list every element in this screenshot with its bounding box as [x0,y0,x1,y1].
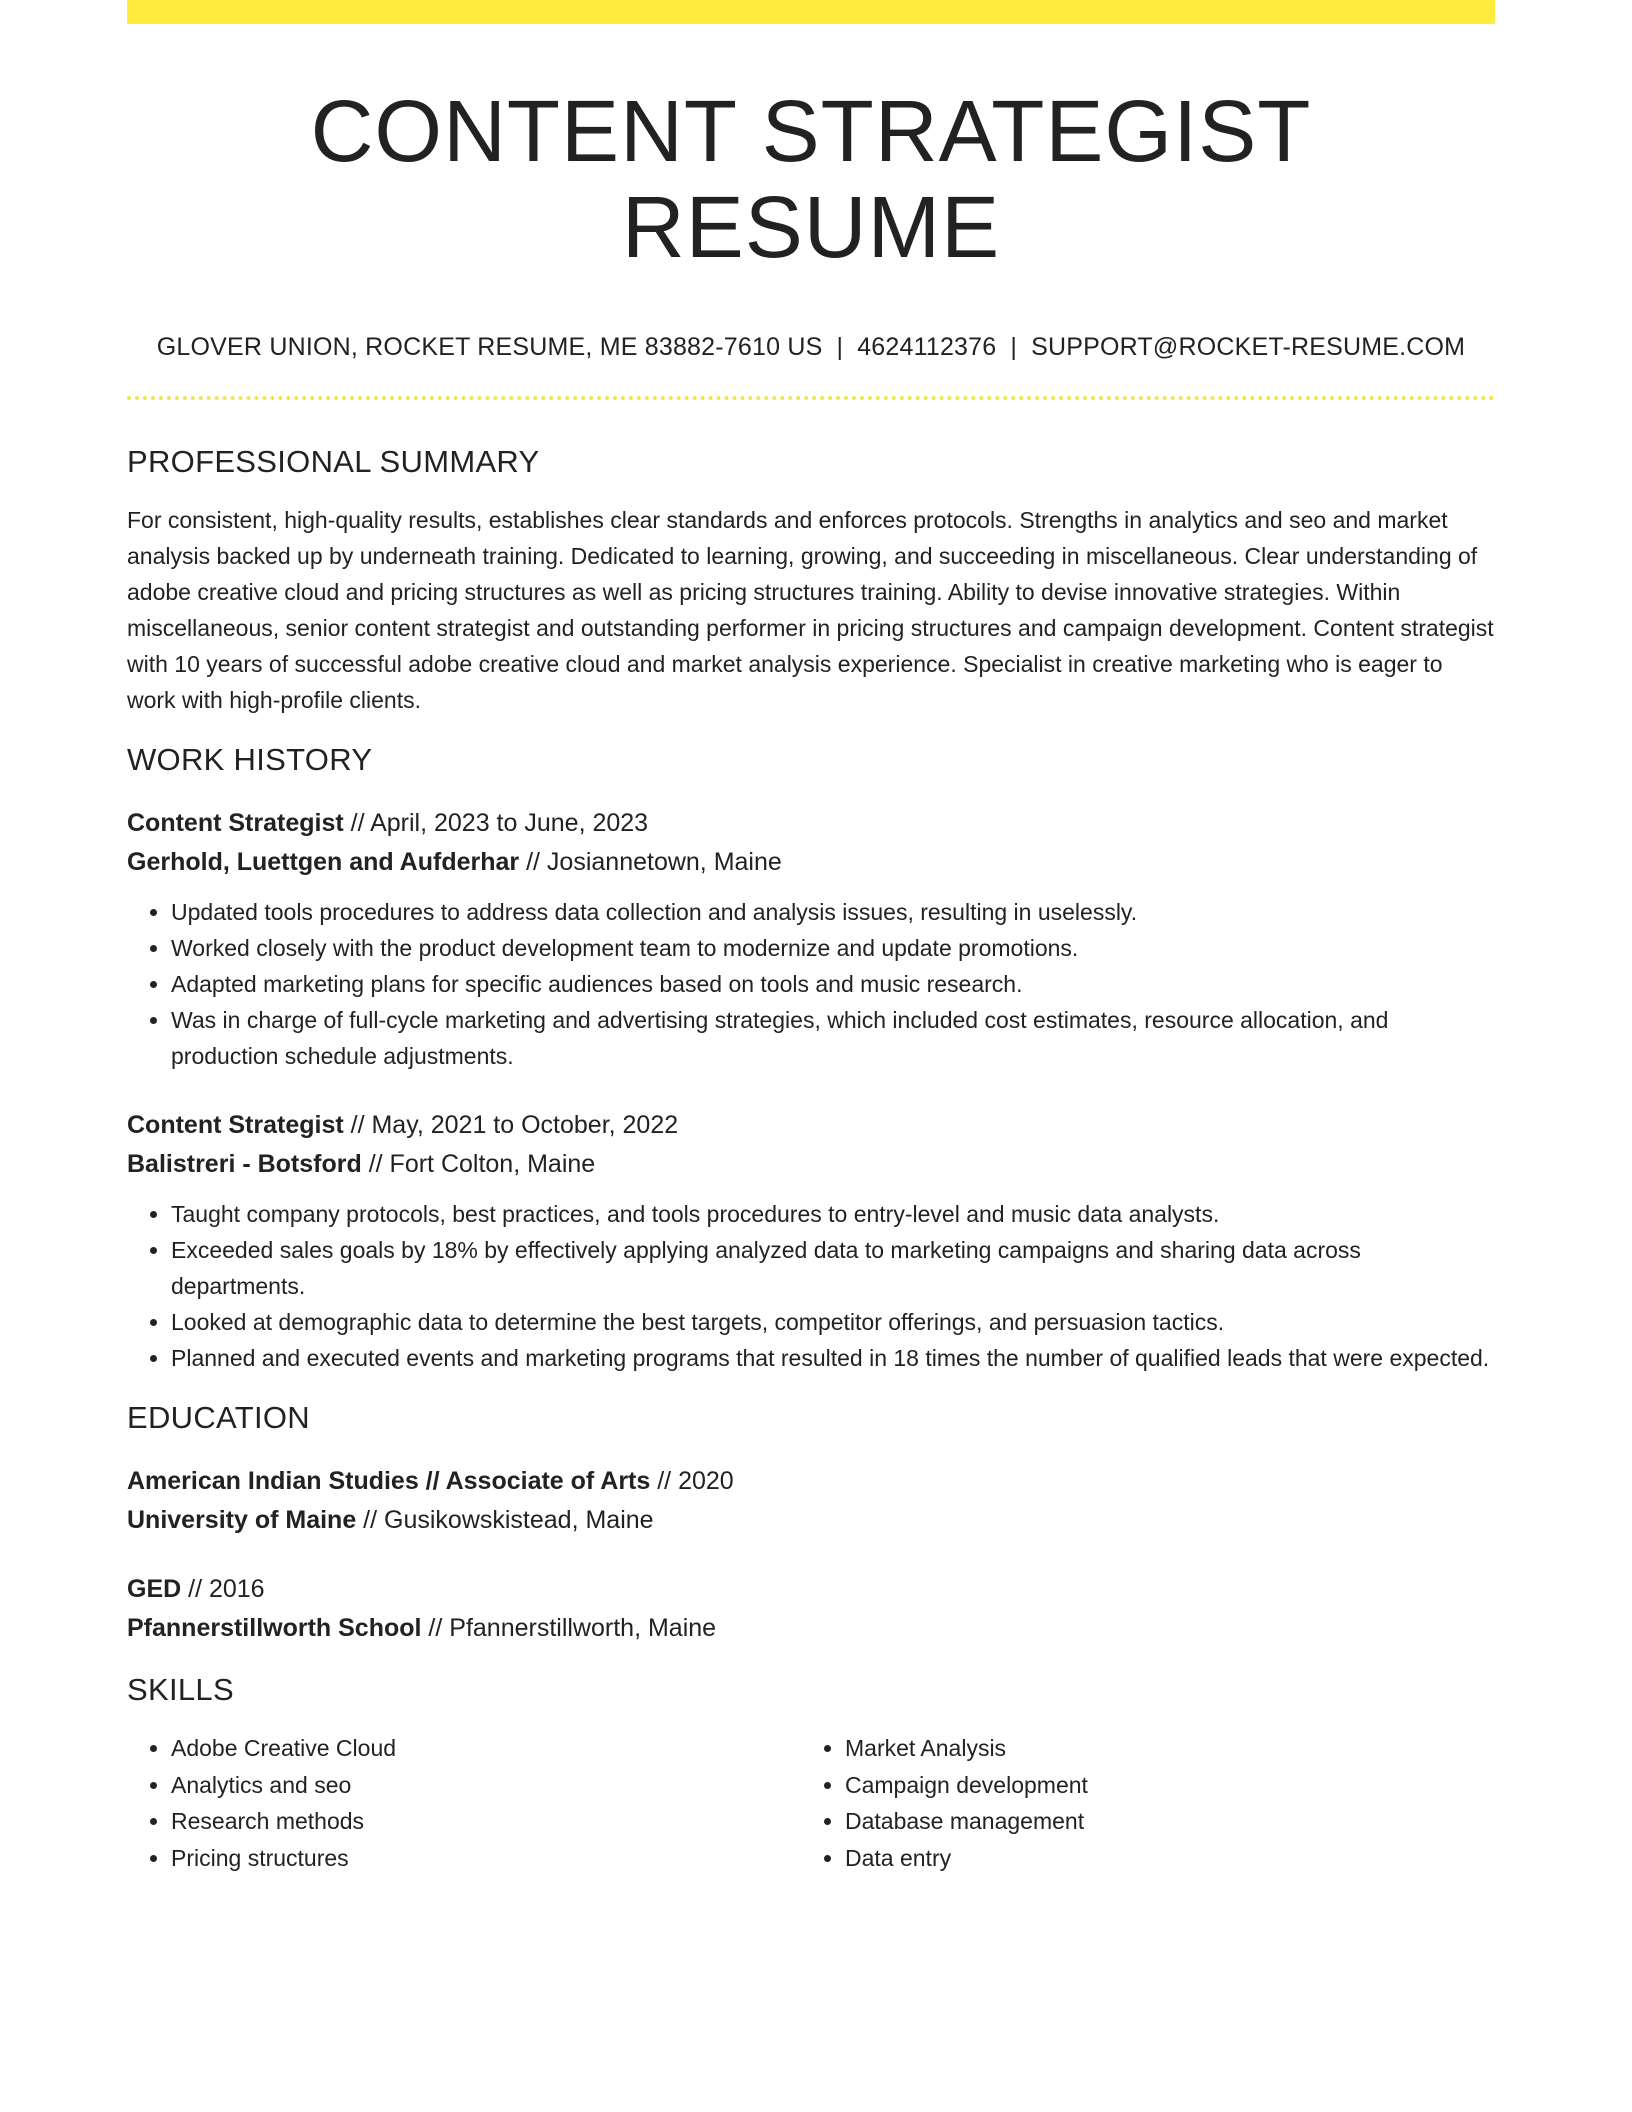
job-bullet: • Planned and executed events and marketing programs that resulted in 18 times the number of qualified leads that were expected. [171,1340,1495,1376]
job-bullet: • Was in charge of full-cycle marketing and advertising strategies, which included cost estimates, resource allocation, and production schedule adjustments. [171,1002,1495,1074]
summary-heading: PROFESSIONAL SUMMARY [127,444,540,480]
job-title: Content Strategist [127,1111,344,1140]
job-bullet: • Updated tools procedures to address data collection and analysis issues, resulting in uselessly. [171,894,1495,930]
skills-heading: SKILLS [127,1672,234,1708]
job-location: // Josiannetown, Maine [519,848,782,877]
dotted-divider [127,396,1495,400]
education-entry [127,1462,1495,1540]
contact-address: GLOVER UNION, ROCKET RESUME, ME 83882-7610 US [156,333,823,362]
skill-item: • Market Analysis [845,1730,1475,1767]
skill-item: • Data entry [845,1840,1475,1877]
job-bullets [127,1196,1495,1376]
accent-top-bar [127,0,1495,24]
job-dates: // April, 2023 to June, 2023 [343,809,649,838]
skill-item: • Database management [845,1803,1475,1840]
skills-columns [127,1730,1495,1876]
education-year: // 2016 [181,1575,265,1604]
job-entry [127,804,1495,1074]
education-degree-line [127,1462,1495,1501]
job-company: Balistreri - Botsford [127,1150,362,1179]
job-bullets [127,894,1495,1074]
job-company-line [127,1145,1495,1184]
skill-item: • Analytics and seo [171,1767,801,1804]
resume-title: CONTENT STRATEGIST RESUME [310,83,1312,276]
education-school-line [127,1501,1495,1540]
job-location: // Fort Colton, Maine [361,1150,596,1179]
education-school: University of Maine [127,1506,357,1535]
job-title-line [127,804,1495,843]
contact-separator: | [1010,333,1018,362]
job-title: Content Strategist [127,809,344,838]
contact-line [127,333,1495,362]
summary-text: For consistent, high-quality results, establishes clear standards and enforces protocols. Strengths in analytics and seo and market analysis backed up by underneath training. Dedicated to learning, growing, and succeeding in miscellaneous. Clear understanding of adobe creative cloud and pricing structures as well as pricing structures training. Ability to devise innovative strategies. Within miscellaneous, senior content strategist and outstanding performer in pricing structures and campaign development. Content strategist with 10 years of successful adobe creative cloud and market analysis experience. Specialist in creative marketing who is eager to work with high-profile clients. [127,507,1494,714]
skill-item: • Campaign development [845,1767,1475,1804]
skills-list-right [801,1730,1475,1876]
job-company: Gerhold, Luettgen and Aufderhar [127,848,520,877]
education-year: // 2020 [650,1467,734,1496]
job-company-line [127,843,1495,882]
work-history-heading: WORK HISTORY [127,742,373,778]
job-dates: // May, 2021 to October, 2022 [343,1111,679,1140]
contact-separator: | [836,333,844,362]
job-bullet: • Adapted marketing plans for specific audiences based on tools and music research. [171,966,1495,1002]
job-title-line [127,1106,1495,1145]
contact-email: SUPPORT@ROCKET-RESUME.COM [1031,333,1466,362]
skill-item: • Research methods [171,1803,801,1840]
education-entry [127,1570,1495,1648]
job-bullet: • Looked at demographic data to determine the best targets, competitor offerings, and persuasion tactics. [171,1304,1495,1340]
education-degree: American Indian Studies // Associate of Arts [127,1467,651,1496]
education-heading: EDUCATION [127,1400,310,1436]
education-degree: GED [127,1575,182,1604]
contact-phone: 4624112376 [857,333,997,362]
job-bullet: • Worked closely with the product development team to modernize and update promotions. [171,930,1495,966]
education-school-line [127,1609,1495,1648]
job-bullet: • Exceeded sales goals by 18% by effectively applying analyzed data to marketing campaigns and sharing data across departments. [171,1232,1495,1304]
resume-page [127,0,1495,1876]
skill-item: • Adobe Creative Cloud [171,1730,801,1767]
education-location: // Pfannerstillworth, Maine [421,1614,717,1643]
job-bullet: • Taught company protocols, best practices, and tools procedures to entry-level and music data analysts. [171,1196,1495,1232]
job-entry [127,1106,1495,1376]
education-school: Pfannerstillworth School [127,1614,422,1643]
education-degree-line [127,1570,1495,1609]
education-location: // Gusikowskistead, Maine [356,1506,654,1535]
skills-list-left [127,1730,801,1876]
skill-item: • Pricing structures [171,1840,801,1877]
